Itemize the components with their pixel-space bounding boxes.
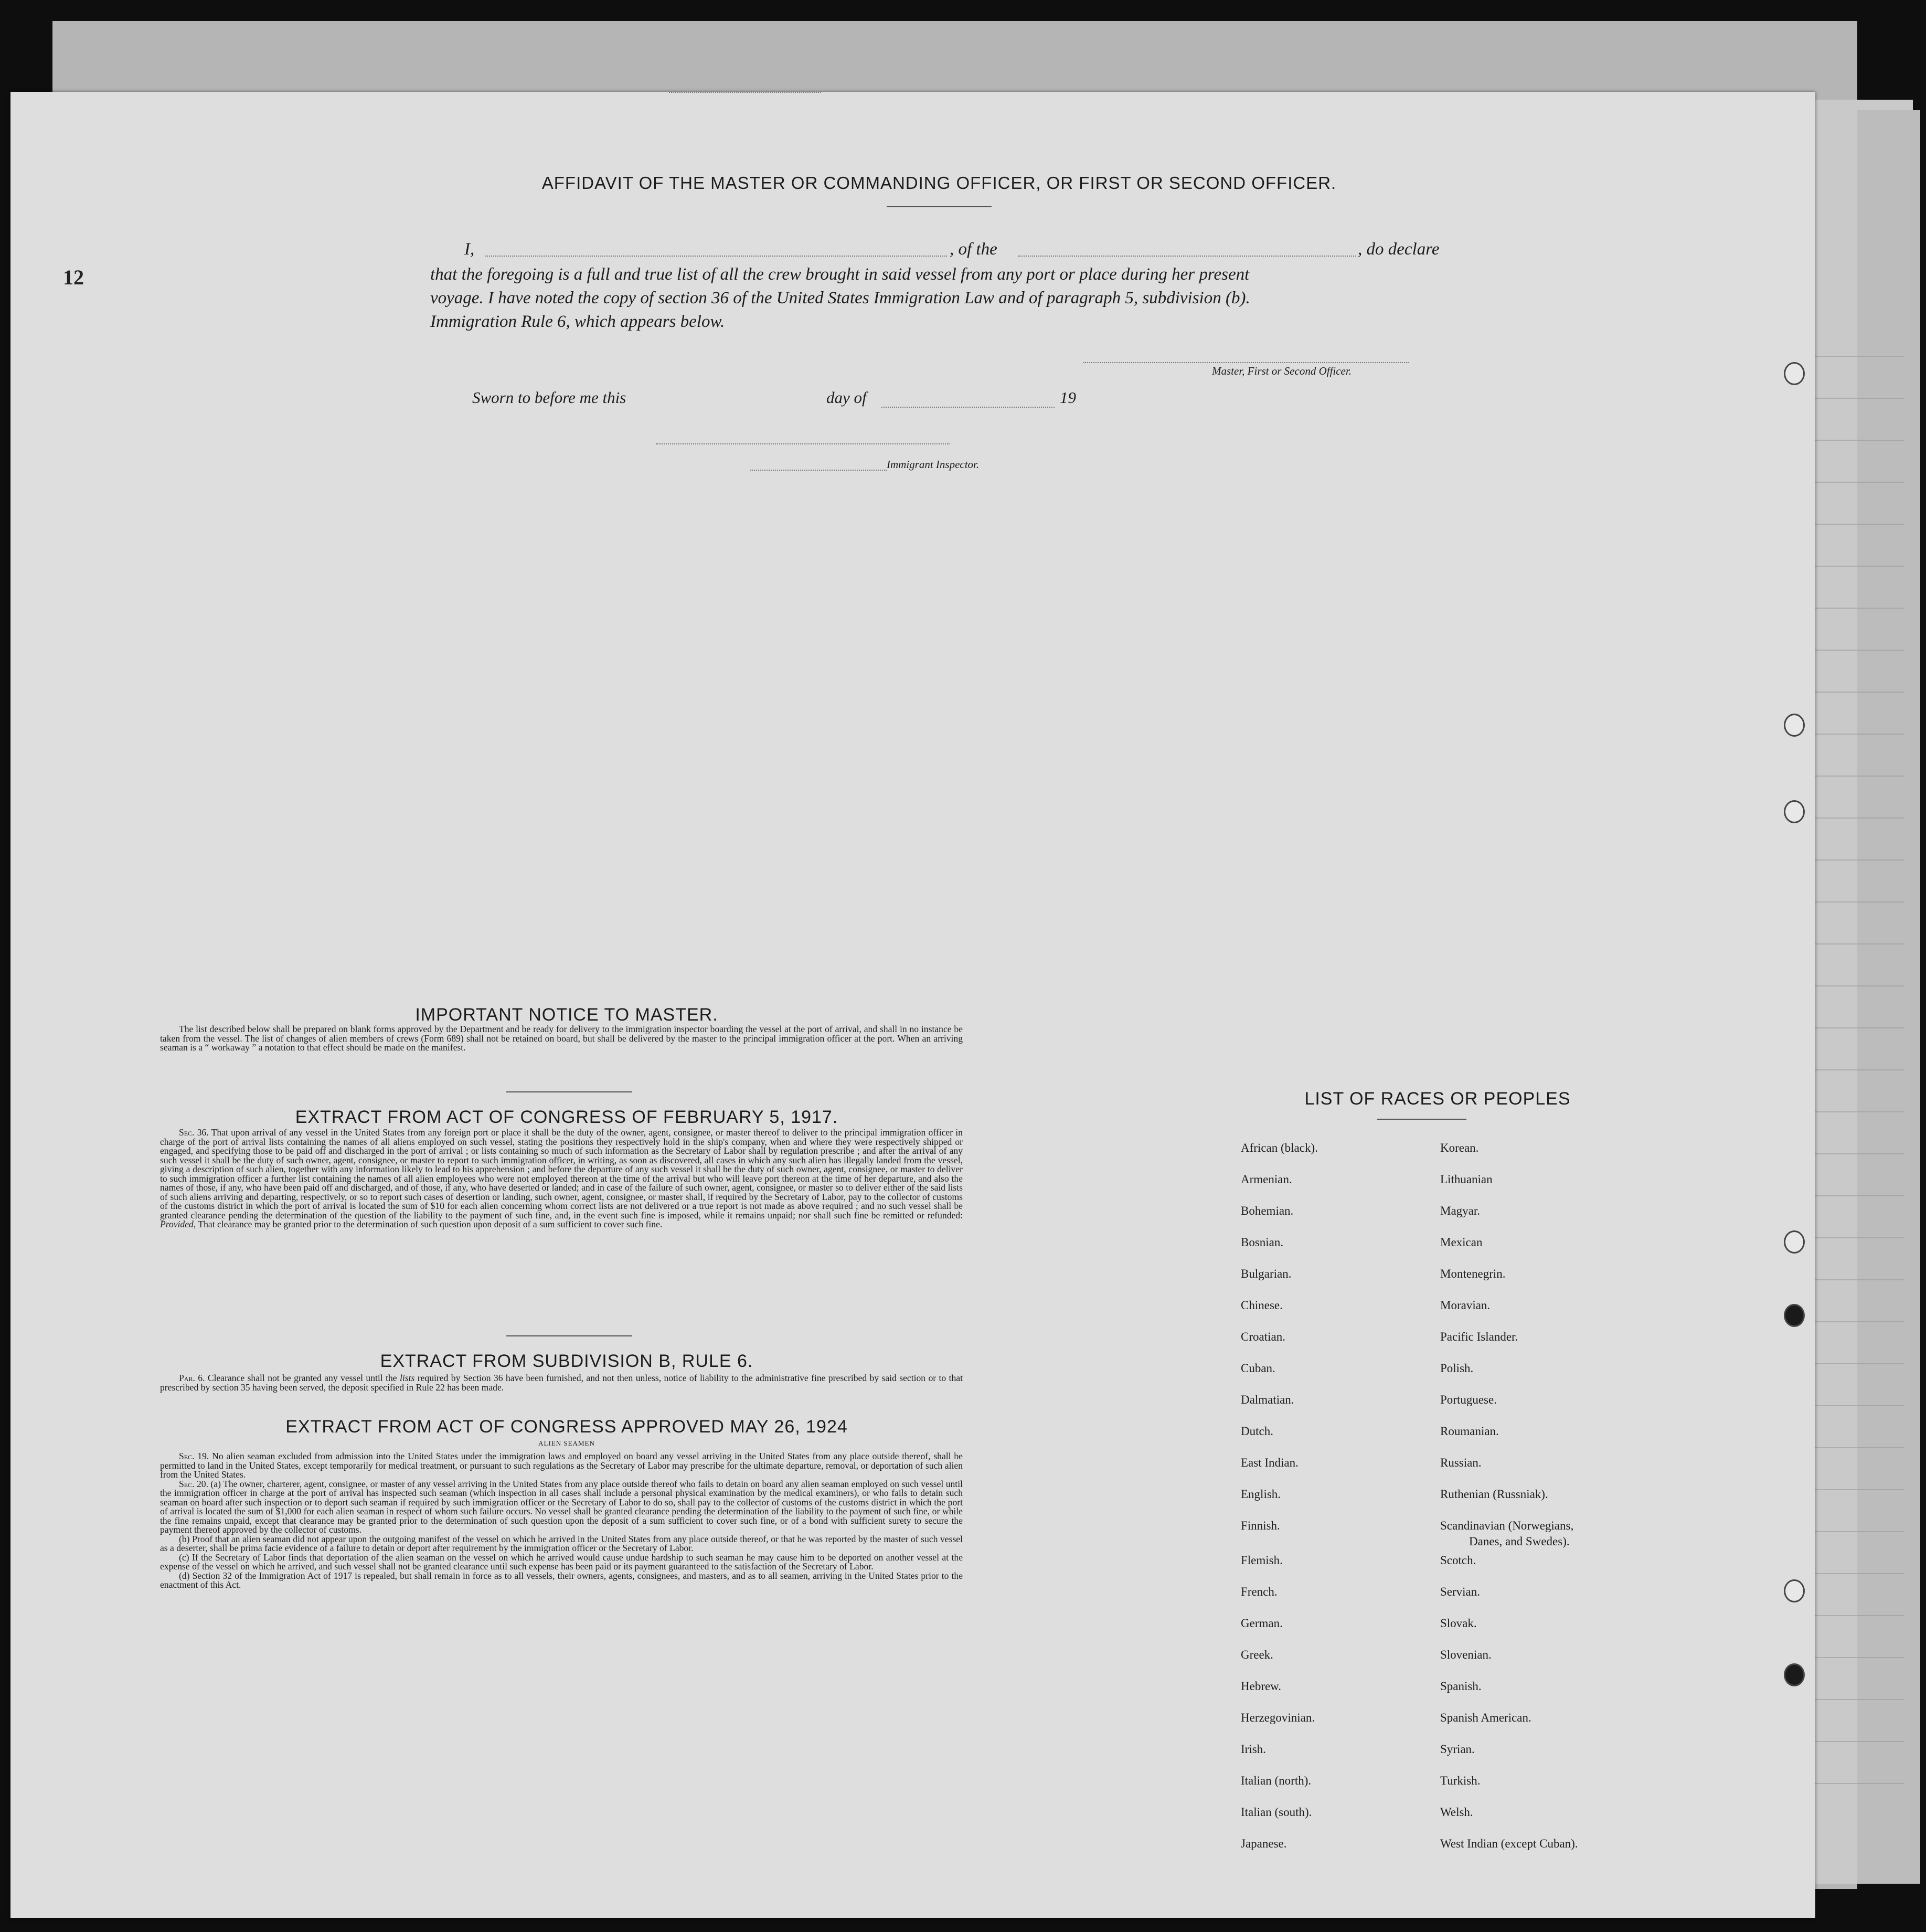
sworn-day-blank[interactable] [669, 92, 821, 93]
day-of-text: day of [826, 388, 867, 407]
extract-1924-text [160, 1452, 963, 1590]
inspector-signature-line[interactable] [656, 443, 950, 444]
punch-hole [1784, 1304, 1805, 1327]
affidavit-line4: Immigration Rule 6, which appears below. [430, 312, 725, 331]
vessel-blank[interactable] [1018, 256, 1356, 257]
proviso-text: That clearance may be granted prior to the determination of such question upon deposit of a sum sufficient to cover such fine. [198, 1219, 663, 1229]
master-signature-label: Master, First or Second Officer. [1212, 365, 1352, 377]
notice-title: IMPORTANT NOTICE TO MASTER. [415, 1005, 718, 1025]
race-item: Irish. [1241, 1743, 1266, 1756]
affidavit-of-the: , of the [950, 240, 997, 259]
race-item: Cuban. [1241, 1362, 1275, 1375]
race-item: Slovenian. [1440, 1648, 1492, 1661]
sec-36-label: Sec. 36. [179, 1127, 209, 1138]
races-title: LIST OF RACES OR PEOPLES [1304, 1089, 1571, 1109]
race-item: Korean. [1440, 1141, 1479, 1154]
rule6-title: EXTRACT FROM SUBDIVISION B, RULE 6. [380, 1351, 753, 1371]
race-item: Dalmatian. [1241, 1393, 1294, 1406]
par-6-label: Par. 6. [179, 1373, 205, 1383]
race-item: Polish. [1440, 1362, 1474, 1375]
inspector-dotted [750, 470, 887, 471]
race-item: Bohemian. [1241, 1204, 1294, 1217]
race-item: Slovak. [1440, 1617, 1477, 1630]
race-item: Ruthenian (Russniak). [1440, 1488, 1548, 1501]
race-item: African (black). [1241, 1141, 1318, 1154]
document-page [10, 92, 1815, 1918]
race-item: Roumanian. [1440, 1425, 1499, 1438]
rule6-text [160, 1374, 963, 1392]
affidavit-line2: that the foregoing is a full and true list of all the crew brought in said vessel from any port or place during her present [430, 265, 1250, 284]
race-item: Pacific Islander. [1440, 1330, 1518, 1343]
master-signature-line[interactable] [1083, 362, 1409, 363]
race-item: East Indian. [1241, 1456, 1299, 1469]
divider [887, 206, 992, 207]
race-item: Turkish. [1440, 1774, 1481, 1787]
race-item: Spanish. [1440, 1680, 1482, 1693]
race-item: Scotch. [1440, 1554, 1476, 1567]
race-item: Greek. [1241, 1648, 1273, 1661]
race-item: Finnish. [1241, 1519, 1280, 1532]
race-item: Welsh. [1440, 1806, 1473, 1819]
punch-hole [1784, 1579, 1805, 1602]
race-item: Danes, and Swedes). [1469, 1535, 1570, 1548]
race-item: Lithuanian [1440, 1173, 1493, 1186]
race-item: Scandinavian (Norwegians, [1440, 1519, 1574, 1532]
sec-20d-text: (d) Section 32 of the Immigration Act of 1917 is repealed, but shall remain in force as to all vessels, their owners, agents, consignees, and masters, and as to all seamen, arriving in the United States prior to the enactment of this Act. [160, 1570, 963, 1590]
affidavit-declare: , do declare [1358, 240, 1440, 259]
provided-label: Provided, [160, 1219, 196, 1229]
name-blank[interactable] [485, 256, 947, 257]
extract-1917-text [160, 1128, 963, 1229]
divider [1377, 1119, 1466, 1120]
punch-hole [1784, 714, 1805, 737]
month-blank[interactable] [881, 407, 1055, 408]
race-item: Spanish American. [1440, 1711, 1531, 1724]
race-item: Bulgarian. [1241, 1267, 1292, 1280]
affidavit-line3: voyage. I have noted the copy of section 36 of the United States Immigration Law and of paragraph 5, subdivision (b). [430, 289, 1250, 307]
race-item: Syrian. [1440, 1743, 1475, 1756]
sec-20b-text: (b) Proof that an alien seaman did not appear upon the outgoing manifest of the vessel on which he arrived in the United States from any place outside thereof, or that he was reported by the master of such vessel as a deserter, shall be prima facie evidence of a failure to detain or deport after requirement by the immigration officer or the Secretary of Labor. [160, 1533, 963, 1553]
race-item: Moravian. [1440, 1299, 1491, 1312]
race-item: Croatian. [1241, 1330, 1285, 1343]
affidavit-title: AFFIDAVIT OF THE MASTER OR COMMANDING OFFICER, OR FIRST OR SECOND OFFICER. [541, 173, 1337, 193]
year-prefix: 19 [1060, 388, 1076, 407]
punch-hole [1784, 362, 1805, 385]
punch-hole [1784, 1663, 1805, 1686]
race-item: French. [1241, 1585, 1278, 1598]
sec-20c-text: (c) If the Secretary of Labor finds that deportation of the alien seaman on the vessel on which he arrived would cause undue hardship to such seaman he may cause him to be deported on another vessel at the expense of the vessel on which he arrived, and such vessel shall not be granted clearance until such expense has been paid or its payment guaranteed to the satisfaction of the Secretary of Labor. [160, 1552, 963, 1572]
punch-hole [1784, 800, 1805, 823]
punch-hole [1784, 1230, 1805, 1254]
race-item: Magyar. [1440, 1204, 1481, 1217]
sec-19-text: No alien seaman excluded from admission into the United States under the immigration laws and employed on board any vessel arriving in the United States from any place outside thereof, shall be permitted to land in the United States, except temporarily for medical treatment, or pursuant to such regulations as the Secretary of Labor may prescribe for the ultimate departure, removal, or deportation of such alien from the United States. [160, 1451, 963, 1480]
rule6-lists: lists [400, 1373, 415, 1383]
race-item: Hebrew. [1241, 1680, 1282, 1693]
race-item: German. [1241, 1617, 1283, 1630]
race-item: Mexican [1440, 1236, 1483, 1249]
race-item: Armenian. [1241, 1173, 1292, 1186]
race-item: Italian (south). [1241, 1806, 1312, 1819]
race-item: Dutch. [1241, 1425, 1273, 1438]
race-item: Bosnian. [1241, 1236, 1284, 1249]
race-item: English. [1241, 1488, 1281, 1501]
sworn-text: Sworn to before me this [472, 388, 626, 407]
race-item: Chinese. [1241, 1299, 1283, 1312]
extract-1924-title: EXTRACT FROM ACT OF CONGRESS APPROVED MAY 26, 1924 [285, 1417, 848, 1437]
extract-1917-title: EXTRACT FROM ACT OF CONGRESS OF FEBRUARY 5, 1917. [295, 1107, 838, 1127]
race-item: Servian. [1440, 1585, 1481, 1598]
alien-seamen-subtitle: ALIEN SEAMEN [538, 1439, 595, 1447]
divider [506, 1091, 632, 1092]
race-item: Russian. [1440, 1456, 1482, 1469]
notice-text [160, 1025, 963, 1053]
rule6-text-a: Clearance shall not be granted any vessel until the [207, 1373, 397, 1383]
race-item: Japanese. [1241, 1837, 1287, 1850]
race-item: West Indian (except Cuban). [1440, 1837, 1578, 1850]
race-item: Flemish. [1241, 1554, 1283, 1567]
race-item: Herzegovinian. [1241, 1711, 1315, 1724]
rule6-text-b: required by Section 36 have been furnished, and not then unless, notice of liability to the administrative fine prescribed by said section or to that prescribed by section 35 having been served, the deposit specified in Rule 22 has been made. [160, 1373, 963, 1393]
sec-20-label: Sec. 20. [179, 1478, 208, 1489]
sec-36-text: That upon arrival of any vessel in the United States from any foreign port or place it shall be the duty of the owner, agent, consignee, or master thereof to deliver to the principal immigration officer in charge of the port of arrival lists containing the names of all aliens employed on such vessel, stating the positions they respectively hold in the ship's company, when and where they were respectively shipped or engaged, and specifying those to be paid off and discharged in the port of arrival ; or lists containing so much of such information as the Secretary of Labor shall by regulation prescribe ; and after the arrival of any such vessel it shall be the duty of such owner, agent, consignee, or master to report to such immigration officer, in writing, as soon as discovered, all cases in which any such alien has illegally landed from the vessel, giving a description of such alien, together with any information likely to lead to his apprehension ; and before the departure of any such vessel it shall be the duty of such owner, agent, consignee, or master to deliver to such immigration officer a further list containing the names of all alien employees who were not employed thereon at the time of the arrival but who will leave port thereon at the time of her departure, and also the names of those, if any, who have been paid off and discharged, and of those, if any, who have deserted or landed; and in case of the failure of such owner, agent, consignee, or master so to deliver either of the said lists of such aliens arriving and departing, respectively, or so to report such cases of desertion or landing, such owner, agent, consignee, or master shall, if required by the Secretary of Labor, pay to the collector of customs of the customs district in which the port of arrival is located the sum of $10 for each alien concerning whom correct lists are not delivered or a true report is not made as above required ; and no such vessel shall be granted clearance pending the determination of the question of the liability to the payment of such fine, and, in the event such fine is imposed, while it remains unpaid; nor shall such fine be remitted or refunded: [160, 1127, 963, 1220]
notice-paragraph: The list described below shall be prepared on blank forms approved by the Department and be ready for delivery to the immigration inspector boarding the vessel at the port of arrival, and shall in no instance be taken from the vessel. The list of changes of alien members of crews (Form 689) shall not be retained on board, but shall be delivered by the master to the principal immigration officer at the port. When an arriving seaman is a “ workaway ” a notation to that effect should be made on the manifest. [160, 1024, 963, 1053]
inspector-label: Immigrant Inspector. [887, 458, 980, 471]
sec-20a-text: (a) The owner, charterer, agent, consignee, or master of any vessel arriving in the United States from any place outside thereof who fails to detain on board any alien seaman employed on such vessel until the immigration officer in charge at the port of arrival has inspected such seaman (which inspection in all cases shall include a personal physical examination by the medical examiners), or who fails to detain such seaman on board after such inspection or to deport such seaman if required by such immigration officer or the Secretary of Labor to do so, shall pay to the collector of customs of the customs district in which the port of arrival is located the sum of $1,000 for each alien seaman in respect of whom such failure occurs. No vessel shall be granted clearance pending the determination of the liability to the payment of such fine, or while the fine remains unpaid, except that clearance may be granted prior to the determination of such question upon the deposit of a sum sufficient to cover such fine, or of a bond with sufficient surety to secure the payment thereof approved by the collector of customs. [160, 1478, 963, 1535]
sec-19-label: Sec. 19. [179, 1451, 209, 1461]
affidavit-i: I, [464, 240, 475, 259]
margin-mark: 12 [63, 266, 84, 289]
race-item: Portuguese. [1440, 1393, 1497, 1406]
divider [506, 1335, 632, 1336]
race-item: Montenegrin. [1440, 1267, 1506, 1280]
race-item: Italian (north). [1241, 1774, 1312, 1787]
